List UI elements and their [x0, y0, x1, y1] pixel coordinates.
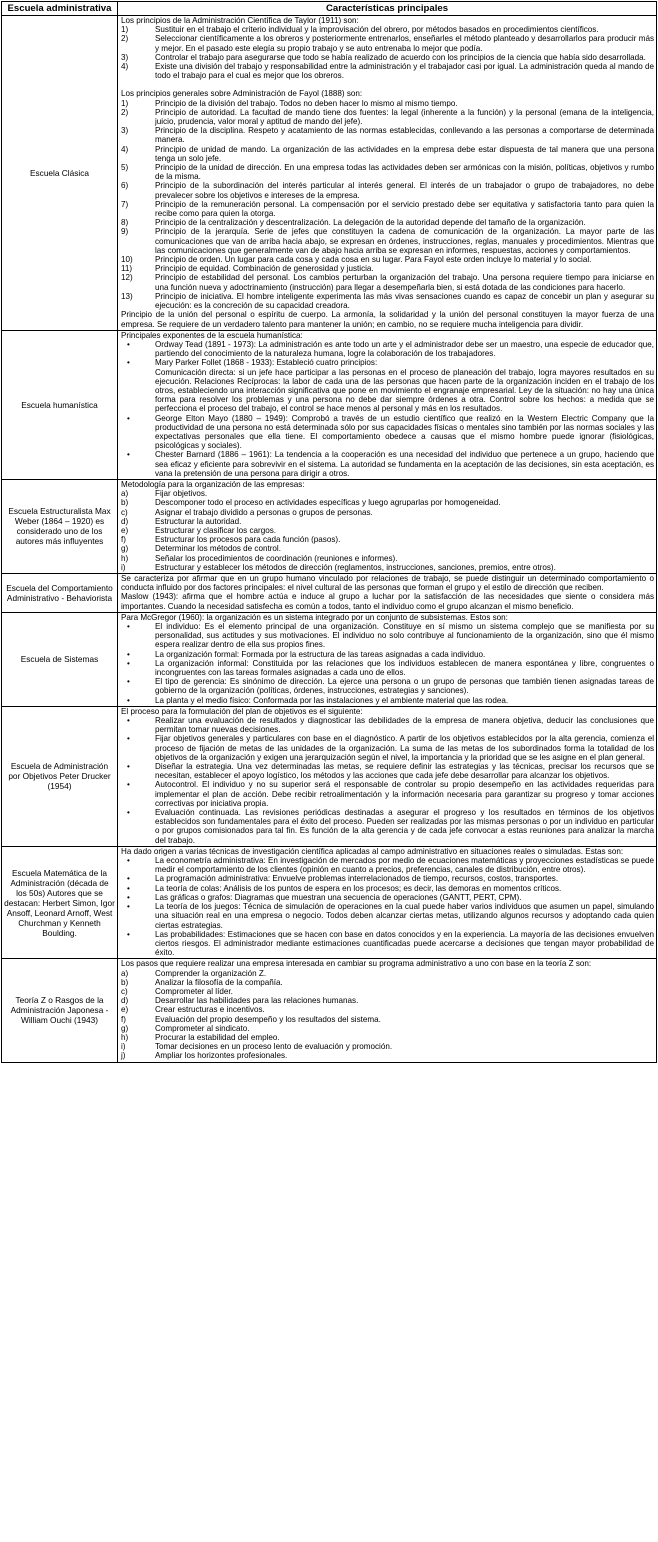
- school-name: Escuela de Sistemas: [2, 612, 118, 706]
- list-item: [121, 1015, 654, 1024]
- bullet-marker: •: [127, 734, 130, 744]
- list-text: Crear estructuras e incentivos.: [155, 1005, 265, 1015]
- list-marker: 13): [121, 291, 133, 301]
- list-text: Asignar el trabajo dividido a personas o grupos de personas.: [155, 507, 373, 517]
- table-row: [2, 479, 657, 573]
- list-item: [121, 987, 654, 996]
- bullet-item: [121, 780, 654, 808]
- list-marker: 1): [121, 25, 129, 35]
- list-marker: 10): [121, 255, 133, 265]
- table-row: [2, 16, 657, 331]
- list-marker: 2): [121, 107, 129, 117]
- list-text: Comprometer al líder.: [155, 986, 233, 996]
- bullet-marker: •: [127, 649, 130, 659]
- characteristics-cell: [118, 706, 657, 846]
- bullet-item: [121, 677, 654, 695]
- list-text: Determinar los métodos de control.: [155, 544, 281, 554]
- header-school: Escuela administrativa: [2, 2, 118, 16]
- characteristics-cell: [118, 330, 657, 479]
- school-name: Escuela Clásica: [2, 16, 118, 331]
- list-item: [121, 1051, 654, 1060]
- table-row: [2, 330, 657, 479]
- bullet-item: [121, 856, 654, 874]
- list-marker: 2): [121, 34, 129, 44]
- paragraph: Principales exponentes de la escuela humanística:: [121, 330, 303, 340]
- list-item: [121, 563, 654, 572]
- bullet-marker: •: [127, 677, 130, 687]
- list-marker: f): [121, 1014, 126, 1024]
- bullet-marker: •: [127, 929, 130, 939]
- bullet-text: La programación administrativa: Envuelve problemas interrelacionados de tiempo, recursos, costos, transportes.: [155, 874, 559, 884]
- list-text: Analizar la filosofía de la compañía.: [155, 977, 283, 987]
- list-text: Seleccionar científicamente a los obreros y posteriormente entrenarlos, enseñarles el método planteado y desarrollarlos para producir más y mejor. En el pasado este elegía su propio trabajo y se auto entrenaba lo mejor que podía.: [155, 34, 654, 53]
- list-marker: i): [121, 1042, 126, 1052]
- bullet-marker: •: [127, 762, 130, 772]
- bullet-marker: •: [127, 892, 130, 902]
- list-marker: 5): [121, 163, 129, 173]
- list-item: [121, 34, 654, 52]
- list-text: Principio de la jerarquía. Serie de jefes que constituyen la cadena de comunicación de la organización. La mayor parte de las comunicaciones que van de arriba hacia abajo, se expresan en órdenes, instrucciones, reglas, manuales y procedimientos. Mientras que las comunicaciones que generalmente van de abajo hacia arriba se expresan en informes, respuestas, acciones y comportamientos.: [155, 227, 654, 255]
- list-text: Estructurar y establecer los métodos de dirección (reglamentos, instrucciones, sanciones, premios, entre otros).: [155, 562, 556, 572]
- list-text: Comprometer al sindicato.: [155, 1023, 250, 1033]
- characteristics-cell: [118, 959, 657, 1062]
- list-text: Principio de orden. Un lugar para cada cosa y cada cosa en su lugar. Para Fayol este orden incluye lo material y lo social.: [155, 255, 592, 265]
- list-item: [121, 969, 654, 978]
- bullet-item: [121, 808, 654, 845]
- bullet-item: [121, 696, 654, 705]
- characteristics-cell: [118, 479, 657, 573]
- list-item: [121, 996, 654, 1005]
- bullet-marker: •: [127, 883, 130, 893]
- list-marker: c): [121, 507, 128, 517]
- bullet-text: Realizar una evaluación de resultados y diagnosticar las debilidades de la empresa de manera objetiva, deducir las conclusiones que permitan tomar nuevas decisiones.: [155, 716, 654, 735]
- bullet-item: [121, 650, 654, 659]
- school-name: Escuela humanística: [2, 330, 118, 479]
- list-text: Principio de iniciativa. El hombre inteligente experimenta las más vivas sensaciones cuando es capaz de concebir un plan y asegurar su ejecución: es la concreción de su capacidad creadora.: [155, 291, 654, 311]
- bullet-text: Diseñar la estrategia. Una vez determinadas las metas, se requiere definir las estrategias y las técnicas, precisar los recursos que se necesitan, establecer el apoyo logístico, los métodos y las acciones que cada jefe debe desarrollar para alcanzar los objetivos.: [155, 762, 654, 781]
- list-marker: j): [121, 1051, 126, 1061]
- paragraph: Se caracteriza por afirmar que en un grupo humano vinculado por relaciones de trabajo, se puede distinguir un determinado comportamiento o conducta influido por dos factores principales: el nivel cultural de las personas que forman el grupo y el estilo de dirección que reciben.: [121, 573, 654, 593]
- list-marker: a): [121, 968, 129, 978]
- list-marker: i): [121, 562, 126, 572]
- list-item: [121, 99, 654, 108]
- list-marker: c): [121, 986, 128, 996]
- bullet-text: Las gráficas o grafos: Diagramas que muestran una secuencia de operaciones (GANTT, PERT, CPM).: [155, 892, 522, 902]
- bullet-item: [121, 762, 654, 780]
- list-text: Fijar objetivos.: [155, 489, 208, 499]
- table-row: [2, 706, 657, 846]
- list-item: [121, 517, 654, 526]
- list-marker: e): [121, 1005, 129, 1015]
- list-marker: 3): [121, 126, 129, 136]
- list-item: [121, 498, 654, 507]
- school-name: Escuela Estructuralista Max Weber (1864 – 1920) es considerado uno de los autores más influyentes: [2, 479, 118, 573]
- bullet-marker: •: [127, 902, 130, 912]
- paragraph-gap: [121, 80, 654, 89]
- list-item: [121, 200, 654, 218]
- paragraph: Metodología para la organización de las empresas:: [121, 479, 305, 489]
- list-text: Procurar la estabilidad del empleo.: [155, 1032, 280, 1042]
- bullet-item: [121, 659, 654, 677]
- list-text: Señalar los procedimientos de coordinación (reuniones e informes).: [155, 553, 398, 563]
- bullet-item: [121, 884, 654, 893]
- bullet-item: [121, 930, 654, 958]
- bullet-text: Las probabilidades: Estimaciones que se hacen con base en datos conocidos y en la experiencia. La mayoría de las decisiones envuelven ciertos riesgos. El administrador mediante estimaciones cuantificadas puede acercarse a decisiones que tengan mayor probabilidad de éxito.: [155, 929, 654, 958]
- bullet-item: [121, 340, 654, 358]
- list-text: Principio de la subordinación del interés particular al interés general. El interés de un trabajador o grupo de trabajadores, no debe prevalecer sobre los objetivos e intereses de la empresa.: [155, 181, 654, 200]
- list-item: [121, 145, 654, 163]
- bullet-item: [121, 734, 654, 762]
- bullet-marker: •: [127, 339, 130, 349]
- characteristics-cell: [118, 16, 657, 331]
- list-marker: d): [121, 516, 129, 526]
- bullet-text: La planta y el medio físico: Conformada por las instalaciones y el ambiente material que las rodea.: [155, 695, 509, 705]
- table-row: [2, 612, 657, 706]
- list-item: [121, 1042, 654, 1051]
- paragraph: Comunicación directa: si un jefe hace participar a las personas en el proceso de planeación del trabajo, logra mayores resultados en su ejecución. Relaciones Recíprocas: la labor de cada una de las personas que hacen parte de la organización inciden en el trabajo de los otros, estableciendo una interacción significativa que pone en movimiento el engranaje empresarial. Ley de la situación: no hay una única forma para resolver los problemas y una persona no debe dar siempre órdenes a otra. Control sobre los hechos: a medida que se perfecciona el proceso del trabajo, el control se hace menos al personal y más en los resultados.: [155, 367, 654, 414]
- bullet-item: [121, 874, 654, 883]
- bullet-text: La organización formal: Formada por la estructura de las tareas asignadas a cada individuo.: [155, 649, 486, 659]
- list-text: Principio de estabilidad del personal. Los cambios perturban la organización del trabajo. Una persona requiere tiempo para iniciarse en una función nueva y adoctrinamiento (instrucción) para llegar a desempeñarla bien, si está dotada de las condiciones para hacerlo.: [155, 273, 654, 292]
- table-row: [2, 959, 657, 1062]
- list-text: Estructurar y clasificar los cargos.: [155, 525, 276, 535]
- list-marker: g): [121, 544, 129, 554]
- list-item: [121, 489, 654, 498]
- bullet-marker: •: [127, 413, 130, 423]
- list-text: Principio de unidad de mando. La organización de las actividades en la empresa debe estar dispuesta de tal manera que una persona tenga un solo jefe.: [155, 144, 654, 163]
- list-item: [121, 264, 654, 273]
- list-item: [121, 978, 654, 987]
- bullet-marker: •: [127, 808, 130, 818]
- paragraph: Para McGregor (1960): la organización es un sistema integrado por un conjunto de subsistemas. Estos son:: [121, 612, 508, 622]
- bullet-item: [121, 358, 654, 367]
- header-row: [2, 2, 657, 16]
- list-text: Descomponer todo el proceso en actividades específicas y luego agruparlas por homogeneidad.: [155, 498, 501, 508]
- list-marker: 6): [121, 181, 129, 191]
- bullet-item: [121, 414, 654, 451]
- paragraph: Los principios generales sobre Administración de Fayol (1888) son:: [121, 89, 363, 99]
- bullet-text: La teoría de los juegos: Técnica de simulación de operaciones en la cual puede haber varios individuos que asumen un papel, simulando una situación real en una empresa o negocio. Todos deben alcanzar ciertas metas, utilizando algunos recursos y adoptando cada quien ciertas estrategias.: [155, 902, 654, 930]
- list-marker: 1): [121, 98, 129, 108]
- list-marker: h): [121, 1032, 129, 1042]
- header-characteristics: Características principales: [118, 2, 657, 16]
- list-text: Comprender la organización Z.: [155, 968, 267, 978]
- list-marker: h): [121, 553, 129, 563]
- list-text: Principio de la remuneración personal. La compensación por el servicio prestado debe ser equitativa y satisfactoria tanto para quien la recibe como para quien la otorga.: [155, 199, 654, 219]
- bullet-text: El tipo de gerencia: Es sinónimo de dirección. La ejerce una persona o un grupo de personas que también tienen asignadas tareas de gobierno de la organización (políticas, órdenes, instrucciones, estrategias y sanciones).: [155, 677, 654, 696]
- bullet-item: [121, 450, 654, 478]
- bullet-text: Autocontrol. El individuo y no su superior será el responsable de controlar su propio desempeño en las actividades requeridas para implementar el plan de acción. Debe recibir retroalimentación y la información necesaria para garantizar su progreso y tomar acciones correctivas por iniciativa propia.: [155, 780, 654, 808]
- list-marker: 11): [121, 264, 133, 274]
- list-item: [121, 1033, 654, 1042]
- list-item: [121, 292, 654, 310]
- bullet-text: Ordway Tead (1891 - 1973): La administración es ante todo un arte y el administrador debe ser un maestro, una especie de educador que, partiendo del conocimiento de la naturaleza humana, logre la colaboración de los trabajadores.: [155, 339, 654, 359]
- list-text: Principio de la unidad de dirección. En una empresa todas las actividades deben ser armónicas con la misión, políticas, objetivos y rumbo de la misma.: [155, 163, 654, 182]
- school-name: Escuela del Comportamiento Administrativo - Behaviorista: [2, 573, 118, 612]
- bullet-text: Mary Parker Follet (1868 - 1933): Estableció cuatro principios:: [155, 358, 378, 368]
- list-marker: 8): [121, 218, 129, 228]
- list-marker: 4): [121, 62, 129, 72]
- bullet-marker: •: [127, 622, 130, 631]
- list-item: [121, 181, 654, 199]
- bullet-text: George Elton Mayo (1880 – 1949): Comprobó a través de un estudio científico que realizó en la Western Electric Company que la productividad de una persona no está determinada sólo por sus capacidades físicas o mentales sino también por las normas sociales y las expectativas personales que ella tiene. El comportamiento obedece a causas que el mismo hombre puede ignorar (fisiológicas, psicológicas y sociales).: [155, 413, 654, 451]
- list-text: Principio de equidad. Combinación de generosidad y justicia.: [155, 264, 374, 274]
- list-text: Ampliar los horizontes profesionales.: [155, 1051, 288, 1061]
- list-marker: 4): [121, 144, 129, 154]
- list-marker: d): [121, 996, 129, 1006]
- list-item: [121, 108, 654, 126]
- list-text: Existe una división del trabajo y responsabilidad entre la administración y el trabajador casi por igual. La administración queda al mando de todo el trabajo para el cual es mejor que los obreros.: [155, 62, 654, 81]
- list-item: [121, 1024, 654, 1033]
- bullet-text: Evaluación continuada. Las revisiones periódicas destinadas a asegurar el progreso y los resultados en términos de los objetivos establecidos son fundamentales para el éxito del proceso. Pueden ser realizadas por las mismas personas o por un individuo en particular o por grupos comisionados para tal fin. Es función de la alta gerencia y de cada jefe convocar a estas reuniones para analizar la marcha del trabajo.: [155, 808, 654, 845]
- list-text: Controlar el trabajo para asegurarse que todo se había realizado de acuerdo con los principios de la ciencia que había sido desarrollada.: [155, 52, 646, 62]
- list-marker: 12): [121, 273, 133, 283]
- bullet-marker: •: [127, 658, 130, 668]
- school-name: Escuela de Administración por Objetivos Peter Drucker (1954): [2, 706, 118, 846]
- bullet-marker: •: [127, 874, 130, 884]
- bullet-text: Chester Barnard (1886 – 1961): La tendencia a la cooperación es una necesidad del individuo que pertenece a un grupo, haciendo que sea eficaz y eficiente para sobrevivir en el sistema. La autoridad se fundamenta en la aceptación de las decisiones, sin esta aceptación, es vana la pretensión de una persona para dirigir a otros.: [155, 450, 654, 478]
- characteristics-cell: [118, 846, 657, 958]
- school-name: Escuela Matemática de la Administración (década de los 50s) Autores que se destacan: Herbert Simon, Igor Ansoff, Leonard Arnoff, West Churchman y Kenneth Boulding.: [2, 846, 118, 958]
- bullet-marker: •: [127, 450, 130, 460]
- bullet-text: El individuo: Es el elemento principal de una organización. Constituye en sí mismo un sistema complejo que se manifiesta por su personalidad, sus actitudes y sus motivaciones. El individuo no solo contribuye al funcionamiento de la organización, sino que él mismo espera realizar dentro de ella sus propios fines.: [155, 622, 654, 650]
- characteristics-cell: [118, 612, 657, 706]
- list-item: [121, 227, 654, 255]
- list-marker: b): [121, 498, 129, 508]
- list-item: [121, 62, 654, 80]
- list-item: [121, 526, 654, 535]
- list-text: Evaluación del propio desempeño y los resultados del sistema.: [155, 1014, 381, 1024]
- paragraph: Los pasos que requiere realizar una empresa interesada en cambiar su programa administrativo a uno con base en la teoría Z son:: [121, 959, 592, 969]
- list-item: [121, 25, 654, 34]
- bullet-text: La teoría de colas: Análisis de los puntos de espera en los procesos; es decir, las demoras en momentos críticos.: [155, 883, 562, 893]
- list-item: [121, 163, 654, 181]
- list-item: [121, 544, 654, 553]
- list-text: Estructurar los procesos para cada función (pasos).: [155, 535, 341, 545]
- list-text: Principio de la centralización y descentralización. La delegación de la autoridad depende del tamaño de la organización.: [155, 218, 586, 228]
- paragraph: Principio de la unión del personal o espíritu de cuerpo. La armonía, la solidaridad y la unión del personal constituyen la mayor fuerza de una empresa. Se requiere de un verdadero talento para mantener la unión; en cambio, no se requiere mucha inteligencia para dividir.: [121, 310, 654, 329]
- list-marker: 3): [121, 52, 129, 62]
- paragraph: Ha dado origen a varias técnicas de investigación científica aplicadas al campo administrativo en situaciones reales o simuladas. Estas son:: [121, 846, 624, 856]
- list-marker: 7): [121, 199, 129, 209]
- bullet-marker: •: [127, 716, 130, 726]
- list-marker: g): [121, 1023, 129, 1033]
- list-text: Tomar decisiones en un proceso lento de evaluación y promoción.: [155, 1042, 393, 1052]
- bullet-marker: •: [127, 856, 130, 866]
- bullet-item: [121, 902, 654, 930]
- list-item: [121, 535, 654, 544]
- list-text: Principio de la división del trabajo. Todos no deben hacer lo mismo al mismo tiempo.: [155, 98, 458, 108]
- list-item: [121, 255, 654, 264]
- bullet-text: La organización informal: Constituida por las relaciones que los individuos establecen de manera espontánea y libre, congruentes o incongruentes con las tareas formales asignadas a cada uno de ellos.: [155, 658, 654, 678]
- paragraph: Los principios de la Administración Científica de Taylor (1911) son:: [121, 16, 359, 25]
- list-text: Estructurar la autoridad.: [155, 516, 242, 526]
- bullet-marker: •: [127, 780, 130, 790]
- list-item: [121, 218, 654, 227]
- bullet-item: [121, 893, 654, 902]
- table-row: [2, 573, 657, 612]
- bullet-item: [121, 716, 654, 734]
- list-item: [121, 508, 654, 517]
- paragraph: Maslow (1943): afirma que el hombre actúa e induce al grupo a luchar por la satisfacción de las necesidades que siente o considera más importantes. Cuando la necesidad satisfecha es común a todos, tanto el individuo como el grupo alcanzan el mismo beneficio.: [121, 592, 654, 611]
- list-text: Principio de la disciplina. Respeto y acatamiento de las normas establecidas, conllevando a las personas a comportarse de determinada manera.: [155, 126, 654, 145]
- list-text: Sustituir en el trabajo el criterio individual y la improvisación del obrero, por métodos basados en procedimientos científicos.: [155, 25, 599, 35]
- list-item: [121, 554, 654, 563]
- bullet-text: La econometría administrativa: En investigación de mercados por medio de ecuaciones matemáticas y proyecciones estadísticas se puede medir el comportamiento de los clientes (opinión en cuanto a precios, preferencias, canales de distribución, entre otros).: [155, 856, 654, 875]
- list-marker: 9): [121, 227, 129, 237]
- list-text: Principio de autoridad. La facultad de mando tiene dos fuentes: la legal (inherente a la función) y la personal (emana de la inteligencia, juicio, prudencia, valor moral y aptitud de mando del jefe).: [155, 107, 654, 127]
- list-item: [121, 273, 654, 291]
- bullet-item: [121, 622, 654, 650]
- table-body: [2, 16, 657, 1063]
- list-marker: a): [121, 489, 129, 499]
- list-item: [121, 126, 654, 144]
- characteristics-cell: [118, 573, 657, 612]
- bullet-marker: •: [127, 358, 130, 368]
- table-row: [2, 846, 657, 958]
- list-item: [121, 53, 654, 62]
- school-name: Teoría Z o Rasgos de la Administración Japonesa - William Ouchi (1943): [2, 959, 118, 1062]
- list-text: Desarrollar las habilidades para las relaciones humanas.: [155, 996, 359, 1006]
- list-item: [121, 1005, 654, 1014]
- bullet-marker: •: [127, 695, 130, 705]
- bullet-text: Fijar objetivos generales y particulares con base en el diagnóstico. A partir de los objetivos establecidos por la alta gerencia, comienza el proceso de fijación de metas de las unidades de la organización. La suma de las metas de los subordinados forma la totalidad de los objetivos de la organización y exigen una jerarquización según el nivel, la importancia y la prioridad que se les asigne en el plan general.: [155, 734, 654, 762]
- list-marker: b): [121, 977, 129, 987]
- administrative-schools-table: [1, 1, 657, 1063]
- list-marker: e): [121, 525, 129, 535]
- list-marker: f): [121, 535, 126, 545]
- paragraph: El proceso para la formulación del plan de objetivos es el siguiente:: [121, 706, 363, 716]
